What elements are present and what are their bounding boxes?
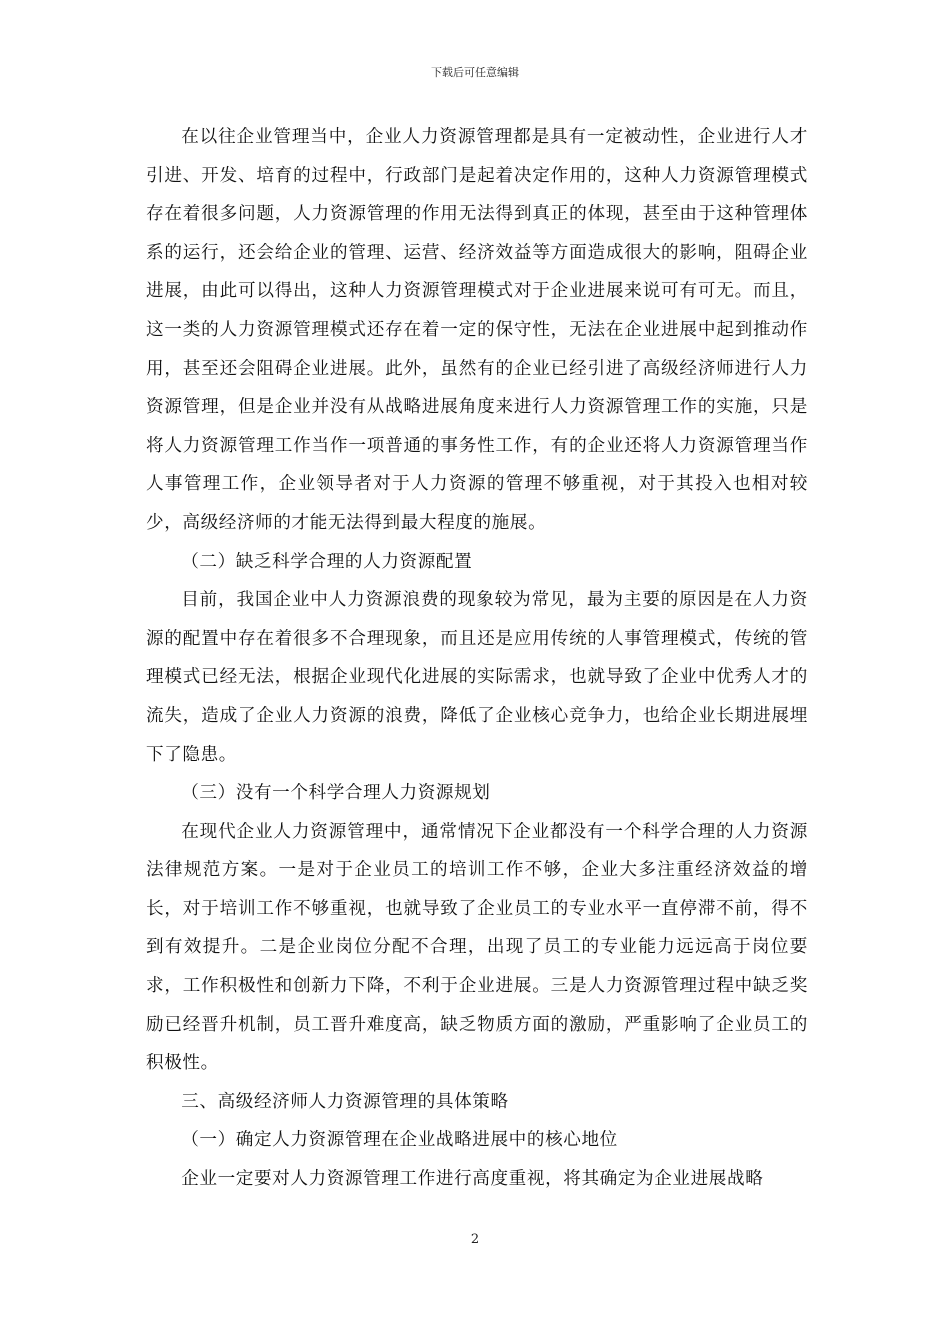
paragraph-2: 目前，我国企业中人力资源浪费的现象较为常见，最为主要的原因是在人力资源的配置中存在着很多不合理现象，而且还是应用传统的人事管理模式，传统的管理模式已经无法，根据企业现代化进展的实际需求，也就导致了企业中优秀人才的流失，造成了企业人力资源的浪费，降低了企业核心竞争力，也给企业长期进展埋下了隐患。 — [146, 590, 808, 765]
subheading-2: （二）缺乏科学合理的人力资源配置 — [181, 551, 473, 572]
document-body — [146, 118, 808, 1199]
subheading-1: （一）确定人力资源管理在企业战略进展中的核心地位 — [181, 1130, 618, 1151]
paragraph-1: 在以往企业管理当中，企业人力资源管理都是具有一定被动性，企业进行人才引进、开发、培育的过程中，行政部门是起着决定作用的，这种人力资源管理模式存在着很多问题，人力资源管理的作用无法得到真正的体现，甚至由于这种管理体系的运行，还会给企业的管理、运营、经济效益等方面造成很大的影响，阻碍企业进展，由此可以得出，这种人力资源管理模式对于企业进展来说可有可无。而且，这一类的人力资源管理模式还存在着一定的保守性，无法在企业进展中起到推动作用，甚至还会阻碍企业进展。此外，虽然有的企业已经引进了高级经济师进行人力资源管理，但是企业并没有从战略进展角度来进行人力资源管理工作的实施，只是将人力资源管理工作当作一项普通的事务性工作，有的企业还将人力资源管理当作人事管理工作，企业领导者对于人力资源的管理不够重视，对于其投入也相对较少，高级经济师的才能无法得到最大程度的施展。 — [146, 127, 808, 533]
page-number: 2 — [470, 1232, 480, 1247]
paragraph-3: 在现代企业人力资源管理中，通常情况下企业都没有一个科学合理的人力资源法律规范方案。一是对于企业员工的培训工作不够，企业大多注重经济效益的增长，对于培训工作不够重视，也就导致了企业员工的专业水平一直停滞不前，得不到有效提升。二是企业岗位分配不合理，出现了员工的专业能力远远高于岗位要求，工作积极性和创新力下降，不利于企业进展。三是人力资源管理过程中缺乏奖励已经晋升机制，员工晋升难度高，缺乏物质方面的激励，严重影响了企业员工的积极性。 — [146, 821, 808, 1074]
subheading-3: （三）没有一个科学合理人力资源规划 — [181, 783, 491, 804]
section-heading-3: 三、高级经济师人力资源管理的具体策略 — [181, 1091, 509, 1112]
page-header: 下载后可任意编辑 — [431, 66, 519, 79]
paragraph-4: 企业一定要对人力资源管理工作进行高度重视，将其确定为企业进展战略 — [181, 1169, 764, 1190]
